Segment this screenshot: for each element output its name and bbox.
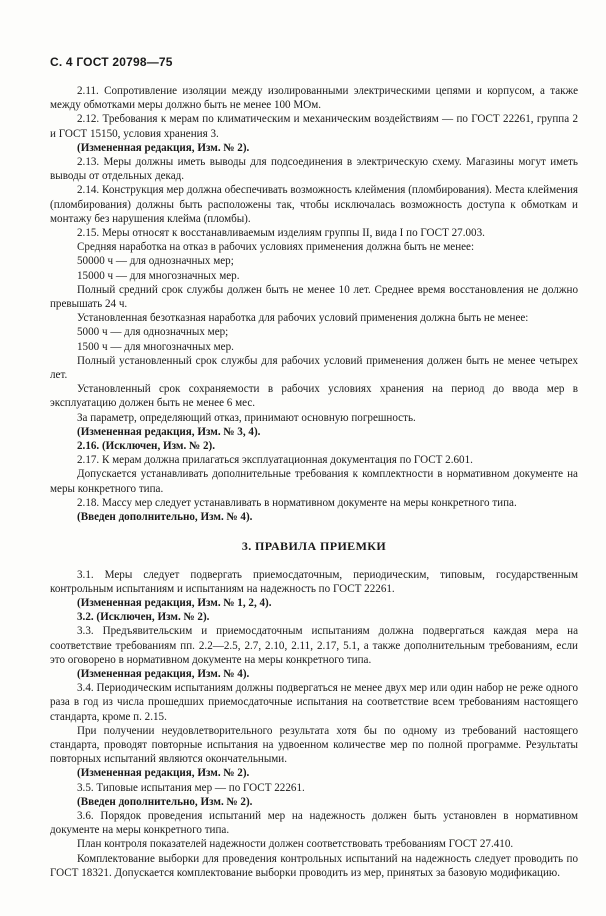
list-item: 5000 ч — для однозначных мер;: [77, 326, 229, 339]
list-item: 50000 ч — для однозначных мер;: [77, 255, 234, 268]
amendment-note: (Измененная редакция, Изм. № 2).: [77, 767, 250, 780]
clause-2-18: 2.18. Массу мер следует устанавливать в нормативном документе на меры конкретного типа.: [77, 496, 517, 509]
clause-3-3: 3.3. Предъявительским и приемосдаточным испытаниям должна подвергаться каждая мера на соответствие требованиям пп. 2.2—2.5, 2.7, 2.10, 2.11, 2.17, 5.1, а также дополнительным требованиям, если это оговорено в нормативном документе на меры конкретного типа.: [50, 625, 578, 666]
clause-3-2: 3.2. (Исключен, Изм. № 2).: [77, 611, 210, 624]
clause-3-5: 3.5. Типовые испытания мер — по ГОСТ 22261.: [77, 781, 305, 794]
clause-3-4: 3.4. Периодическим испытаниям должны подвергаться не менее двух мер или один набор не реже одного раза в год из числа прошедших приемосдаточные испытания на соответствие всем требованиям настоящего стандарта, кроме п. 2.15.: [50, 682, 578, 723]
paragraph: Полный установленный срок службы для рабочих условий применения должен быть не менее четырех лет.: [50, 354, 578, 382]
clause-2-14: 2.14. Конструкция мер должна обеспечивать возможность клеймения (пломбирования). Места клеймения (пломбирования) должны быть расположены так, чтобы исключалась возможность доступа к обмоткам и монтажу без нарушения клейма (пломбы).: [50, 184, 578, 225]
list-item: 1500 ч — для многозначных мер.: [77, 340, 234, 353]
clause-2-17: 2.17. К мерам должна прилагаться эксплуатационная документация по ГОСТ 2.601.: [77, 454, 473, 467]
clause-2-11: 2.11. Сопротивление изоляции между изолированными электрическими цепями и корпусом, а также между обмотками меры должно быть не менее 100 МОм.: [50, 85, 578, 112]
amendment-note: (Введен дополнительно, Изм. № 2).: [77, 795, 253, 808]
paragraph: Средняя наработка на отказ в рабочих условиях применения должна быть не менее:: [77, 241, 475, 254]
amendment-note: (Измененная редакция, Изм. № 2).: [77, 141, 250, 154]
paragraph: Установленная безотказная наработка для рабочих условий применения должна быть не менее:: [77, 312, 529, 325]
clause-2-13: 2.13. Меры должны иметь выводы для подсоединения в электрическую схему. Магазины могут иметь выводы от отдельных декад.: [50, 156, 578, 183]
paragraph: Допускается устанавливать дополнительные требования к комплектности в нормативном документе на меры конкретного типа.: [50, 468, 578, 495]
paragraph: Комплектование выборки для проведения контрольных испытаний на надежность следует проводить по ГОСТ 18321. Допускается комплектование выборки проводить из мер, принятых за базовую модификацию.: [50, 852, 578, 879]
amendment-note: (Измененная редакция, Изм. № 3, 4).: [77, 425, 261, 438]
section-title: 3. ПРАВИЛА ПРИЕМКИ: [241, 539, 387, 554]
paragraph: За параметр, определяющий отказ, принимают основную погрешность.: [77, 411, 416, 424]
paragraph: План контроля показателей надежности должен соответствовать требованиям ГОСТ 27.410.: [77, 838, 514, 851]
clause-2-15: 2.15. Меры относят к восстанавливаемым изделиям группы II, вида I по ГОСТ 27.003.: [77, 227, 485, 240]
clause-2-16: 2.16. (Исключен, Изм. № 2).: [77, 440, 215, 453]
paragraph: Полный средний срок службы должен быть не менее 10 лет. Среднее время восстановления не должно превышать 24 ч.: [50, 283, 578, 311]
amendment-note: (Введен дополнительно, Изм. № 4).: [77, 511, 253, 524]
amendment-note: (Измененная редакция, Изм. № 4).: [77, 667, 250, 680]
amendment-note: (Измененная редакция, Изм. № 1, 2, 4).: [77, 596, 272, 609]
document-body: [50, 84, 578, 880]
clause-2-12: 2.12. Требования к мерам по климатическим и механическим воздействиям — по ГОСТ 22261, группа 2 и ГОСТ 15150, условия хранения 3.: [50, 113, 578, 140]
paragraph: Установленный срок сохраняемости в рабочих условиях хранения на период до ввода мер в эксплуатацию должен быть не менее 6 мес.: [50, 383, 578, 410]
clause-3-1: 3.1. Меры следует подвергать приемосдаточным, периодическим, типовым, государственным контрольным испытаниям и испытаниям на надежность по ГОСТ 22261.: [50, 568, 578, 595]
clause-3-6: 3.6. Порядок проведения испытаний мер на надежность должен быть установлен в нормативном документе на меры конкретного типа.: [50, 809, 578, 837]
page-header: С. 4 ГОСТ 20798—75: [50, 55, 173, 69]
list-item: 15000 ч — для многозначных мер.: [77, 269, 240, 282]
paragraph: При получении неудовлетворительного результата хотя бы по одному из требований настоящего стандарта, проводят повторные испытания на удвоенном количестве мер по полной программе. Результаты повторных испытаний являются окончательными.: [50, 724, 578, 766]
